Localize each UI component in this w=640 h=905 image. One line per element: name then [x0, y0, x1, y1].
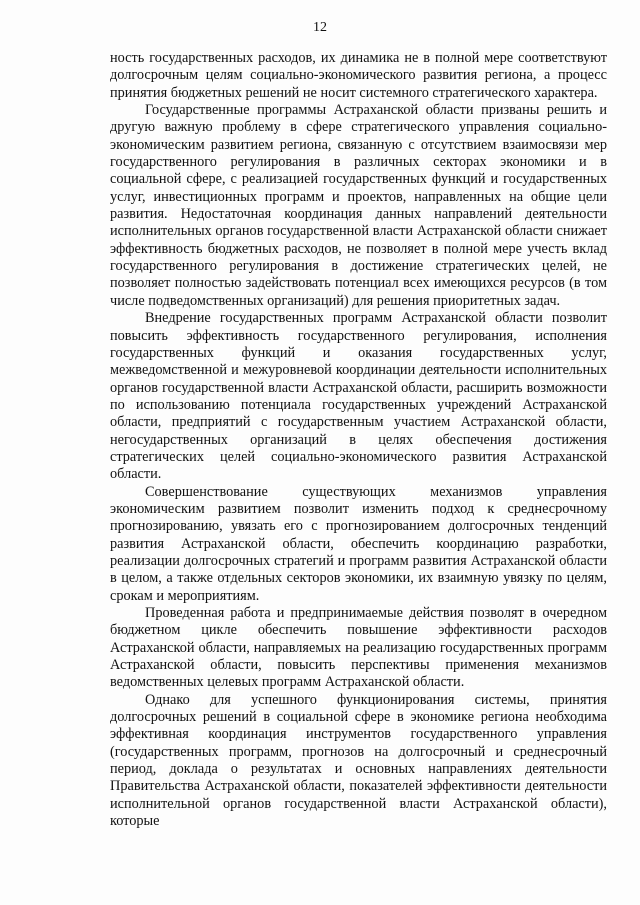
document-body: [110, 50, 607, 830]
paragraph-2: Государственные программы Астраханской области призваны решить и другую важную проблему в сфере стратегического управления социально-экономическим развитием региона, связанную с отсутствием взаимосвязи мер государственного регулирования в различных секторах экономики и в социальной сфере, с реализацией государственных функций и государственных услуг, инвестиционных программ и проектов, направленных на общие цели развития. Недостаточная координация данных направлений деятельности исполнительных органов государственной власти Астраханской области снижает эффективность бюджетных расходов, не позволяет в полной мере учесть вклад государственного регулирования в достижение стратегических целей, не позволяет полностью задействовать потенциал всех имеющихся ресурсов (в том числе подведомственных организаций) для решения приоритетных задач.: [110, 102, 607, 309]
paragraph-4: Совершенствование существующих механизмов управления экономическим развитием позволит изменить подход к среднесрочному прогнозированию, увязать его с прогнозированием долгосрочных тенденций развития Астраханской области, обеспечить координацию разработки, реализации долгосрочных стратегий и программ развития Астраханской области в целом, а также отдельных секторов экономики, их взаимную увязку по целям, срокам и мероприятиям.: [110, 483, 607, 604]
page-number: 12: [313, 20, 327, 35]
paragraph-6: Однако для успешного функционирования системы, принятия долгосрочных решений в социальной сфере в экономике региона необходима эффективная координация инструментов государственного управления (государственных программ, прогнозов на долгосрочный и среднесрочный период, доклада о результатах и основных направлениях деятельности Правительства Астраханской области, показателей эффективности деятельности исполнительной органов государственной власти Астраханской области), которые: [110, 691, 607, 830]
paragraph-1: ность государственных расходов, их динамика не в полной мере соответствуют долгосрочным целям социально-экономического развития региона, а процесс принятия бюджетных решений не носит системного стратегического характера.: [110, 50, 607, 101]
paragraph-3: Внедрение государственных программ Астраханской области позволит повысить эффективность государственного регулирования, исполнения государственных функций и оказания государственных услуг, межведомственной и межуровневой координации деятельности исполнительных органов государственной власти Астраханской области, расширить возможности по использованию потенциала государственных учреждений Астраханской области, предприятий с государственным участием Астраханской области, негосударственных организаций в целях обеспечения достижения стратегических целей социально-экономического развития Астраханской области.: [110, 310, 607, 483]
paragraph-5: Проведенная работа и предпринимаемые действия позволят в очередном бюджетном цикле обеспечить повышение эффективности расходов Астраханской области, направляемых на реализацию государственных программ Астраханской области, повысить перспективы применения механизмов ведомственных целевых программ Астраханской области.: [110, 605, 607, 691]
